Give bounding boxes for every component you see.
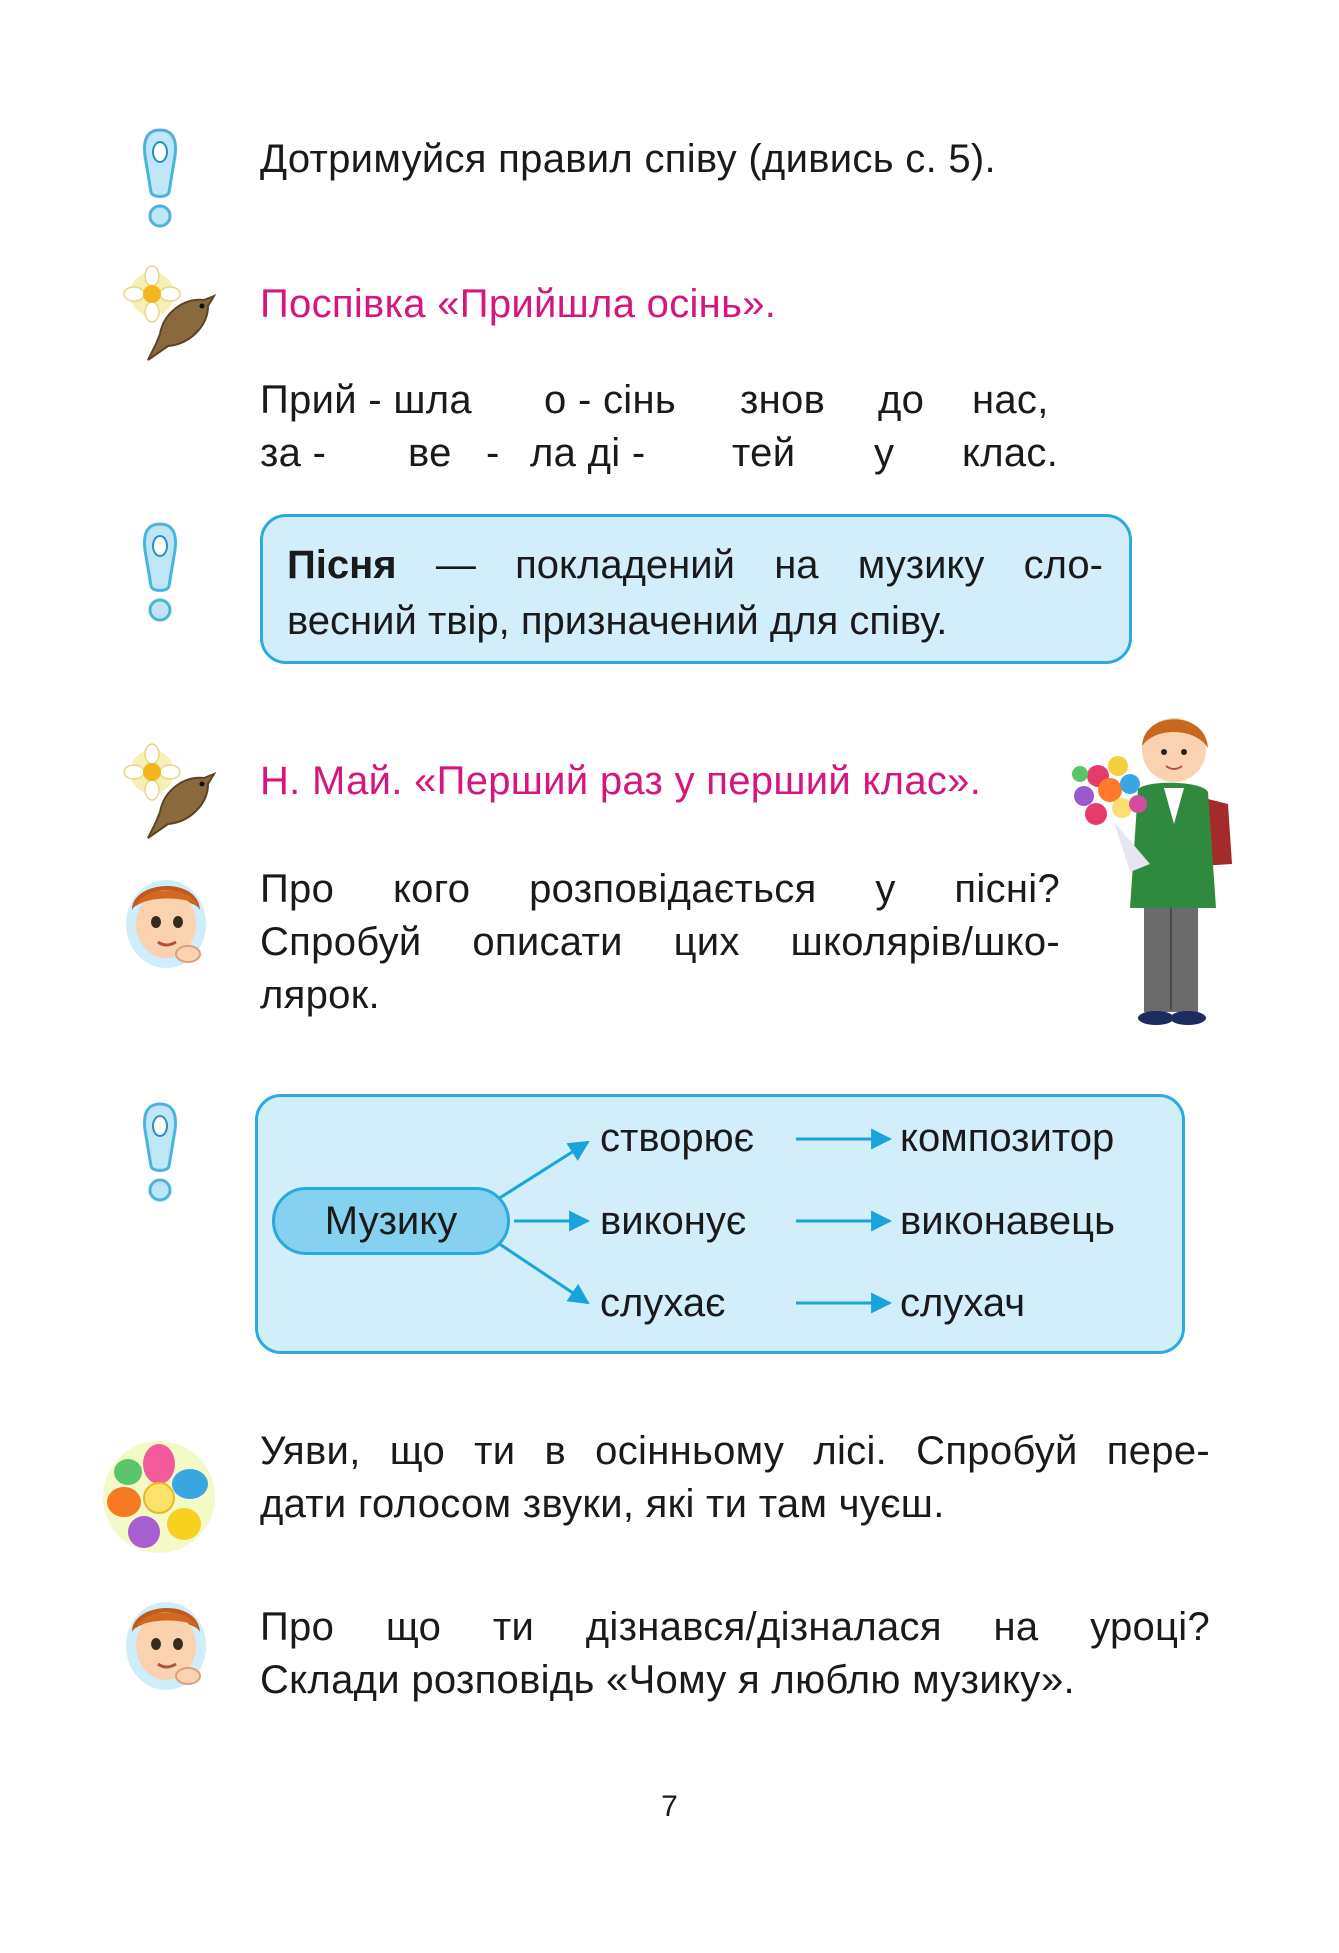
exclamation-icon [137, 520, 183, 624]
boy-face-icon [118, 1588, 214, 1696]
diagram-noun: композитор [900, 1116, 1115, 1160]
song-title: Н. Май. «Перший раз у перший клас». [260, 759, 982, 803]
definition-box [260, 514, 1132, 664]
music-roles-diagram [255, 1094, 1185, 1354]
syllable: за - [260, 431, 327, 475]
schoolboy-with-flowers-illustration [1068, 704, 1248, 1034]
diagram-noun: виконавець [900, 1199, 1115, 1243]
summary-line-2: Склади розповідь «Чому я люблю музику». [260, 1658, 1075, 1702]
definition-line-2: весний твір, призначений для співу. [287, 599, 948, 643]
diagram-verb: створює [600, 1116, 755, 1160]
diagram-verb: виконує [600, 1199, 747, 1243]
imagine-line-2: дати голосом звуки, які ти там чуєш. [260, 1482, 945, 1526]
flower-icon [100, 1438, 218, 1556]
song-question-line-1: Про кого розповідається у пісні? [260, 867, 1060, 911]
exclamation-icon [137, 1100, 183, 1204]
exclamation-icon [137, 126, 183, 230]
diagram-noun: слухач [900, 1281, 1026, 1325]
syllable: у [874, 431, 895, 475]
syllable: нас, [972, 378, 1049, 422]
bird-icon [112, 264, 222, 364]
bird-icon [112, 742, 222, 842]
syllable: - [486, 431, 500, 475]
song-question-line-2: Спробуй описати цих школярів/шко- [260, 920, 1060, 964]
syllable: ла ді - [530, 431, 646, 475]
syllable: знов [740, 378, 826, 422]
diagram-center-pill: Музику [272, 1187, 510, 1255]
chant-title: Поспівка «Прийшла осінь». [260, 282, 777, 326]
page-number: 7 [661, 1790, 678, 1823]
arrow-to-verb-1 [498, 1142, 588, 1199]
syllable: ве [408, 431, 452, 475]
arrow-to-verb-3 [498, 1243, 588, 1303]
song-question-line-3: лярок. [260, 973, 380, 1017]
syllable: до [878, 378, 925, 422]
syllable: клас. [962, 431, 1059, 475]
definition-text: — покладений на музику сло- [435, 543, 1103, 587]
syllable: о - сінь [544, 378, 677, 422]
syllable: Прий - шла [260, 378, 472, 422]
definition-line-1 [287, 537, 1103, 593]
summary-line-1: Про що ти дізнався/дізналася на уроці? [260, 1605, 1210, 1649]
syllable: тей [732, 431, 796, 475]
boy-face-icon [118, 866, 214, 974]
diagram-verb: слухає [600, 1281, 726, 1325]
imagine-line-1: Уяви, що ти в осінньому лісі. Спробуй пере- [260, 1429, 1210, 1473]
rule-text: Дотримуйся правил співу (дивись с. 5). [260, 137, 996, 181]
definition-term: Пісня [287, 543, 397, 587]
